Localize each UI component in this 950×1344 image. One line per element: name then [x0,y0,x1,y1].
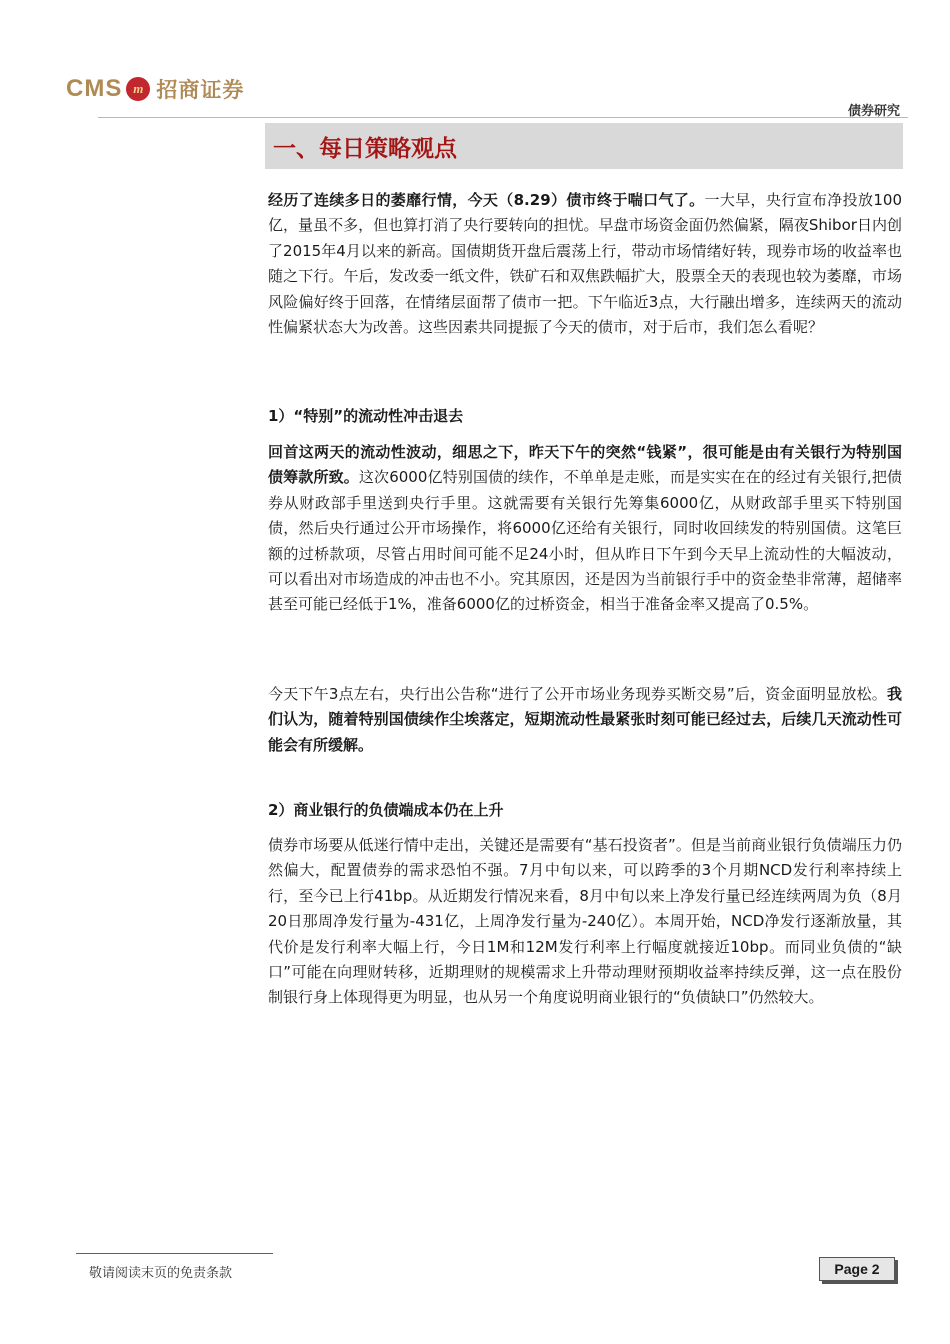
intro-bold-lead: 经历了连续多日的萎靡行情，今天（8.29）债市终于喘口气了。 [268,191,705,209]
section-title-bar [265,123,903,169]
footer-divider [76,1253,273,1254]
disclaimer-note: 敬请阅读末页的免责条款 [89,1266,233,1281]
intro-paragraph-block [268,188,902,340]
subheading-1: 1）“特别”的流动性冲击退去 [268,407,464,425]
sub1-p1-bold: 回首这两天的流动性波动，细思之下，昨天下午的突然“钱紧”，很可能是由有关银行为特别国债筹款所致。 [268,443,902,487]
sub1-p2-bold: 我们认为，随着特别国债续作尘埃落定，短期流动性最紧张时刻可能已经过去，后续几天流动性可能会有所缓解。 [268,685,902,754]
sub1-paragraph-1 [268,440,902,618]
sub1-p1-text: 这次6000亿特别国债的续作，不单单是走账，而是实实在在的经过有关银行,把债券从财政部手里送到央行手里。这就需要有关银行先筹集6000亿，从财政部手里买下特别国债，然后央行通过公开市场操作，将6000亿还给有关银行，同时收回续发的特别国债。这笔巨额的过桥款项，尽管占用时间可能不足24小时，但从昨日下午到今天早上流动性的大幅波动，可以看出对市场造成的冲击也不小。究其原因，还是因为当前银行手中的资金垫非常薄，超储率甚至可能已经低于1%，准备6000亿的过桥资金，相当于准备金率又提高了0.5%。 [268,468,902,614]
header-divider [98,117,908,118]
sub2-paragraph-block [268,833,902,1011]
sub1-p2-text: 今天下午3点左右，央行出公告称“进行了公开市场业务现券买断交易”后，资金面明显放松。 [268,685,887,703]
page-number: Page 2 [819,1257,895,1281]
sub2-paragraph [268,833,902,1011]
sub1-paragraph-2 [268,682,902,758]
logo-mark-icon: m [126,77,150,101]
logo-cms-text: CMS [66,75,123,102]
subheading-2: 2）商业银行的负债端成本仍在上升 [268,801,504,819]
section-title: 一、每日策略观点 [273,135,457,162]
intro-paragraph [268,188,902,340]
sub1-paragraph-1-block [268,440,902,618]
company-logo [66,74,244,104]
department-label: 债券研究 [847,104,900,119]
sub1-paragraph-2-block [268,682,902,758]
sub2-p1-text: 债券市场要从低迷行情中走出，关键还是需要有“基石投资者”。但是当前商业银行负债端压力仍然偏大，配置债券的需求恐怕不强。7月中旬以来，可以跨季的3个月期NCD发行利率持续上行，至今已上行41bp。从近期发行情况来看，8月中旬以来上净发行量已经连续两周为负（8月20日那周净发行量为-431亿，上周净发行量为-240亿）。本周开始，NCD净发行逐渐放量，其代价是发行利率大幅上行，今日1M和12M发行利率上行幅度就接近10bp。而同业负债的“缺口”可能在向理财转移，近期理财的规模需求上升带动理财预期收益率持续反弹，这一点在股份制银行身上体现得更为明显，也从另一个角度说明商业银行的“负债缺口”仍然较大。 [268,836,902,1007]
intro-text: 一大早，央行宣布净投放100亿，量虽不多，但也算打消了央行要转向的担忧。早盘市场资金面仍然偏紧，隔夜Shibor日内创了2015年4月以来的新高。国债期货开盘后震荡上行，带动市场情绪好转，现券市场的收益率也随之下行。午后，发改委一纸文件，铁矿石和双焦跌幅扩大，股票全天的表现也较为萎靡，市场风险偏好终于回落，在情绪层面帮了债市一把。下午临近3点，大行融出增多，连续两天的流动性偏紧状态大为改善。这些因素共同提振了今天的债市，对于后市，我们怎么看呢？ [268,191,902,337]
logo-chinese-text: 招商证券 [156,78,245,102]
